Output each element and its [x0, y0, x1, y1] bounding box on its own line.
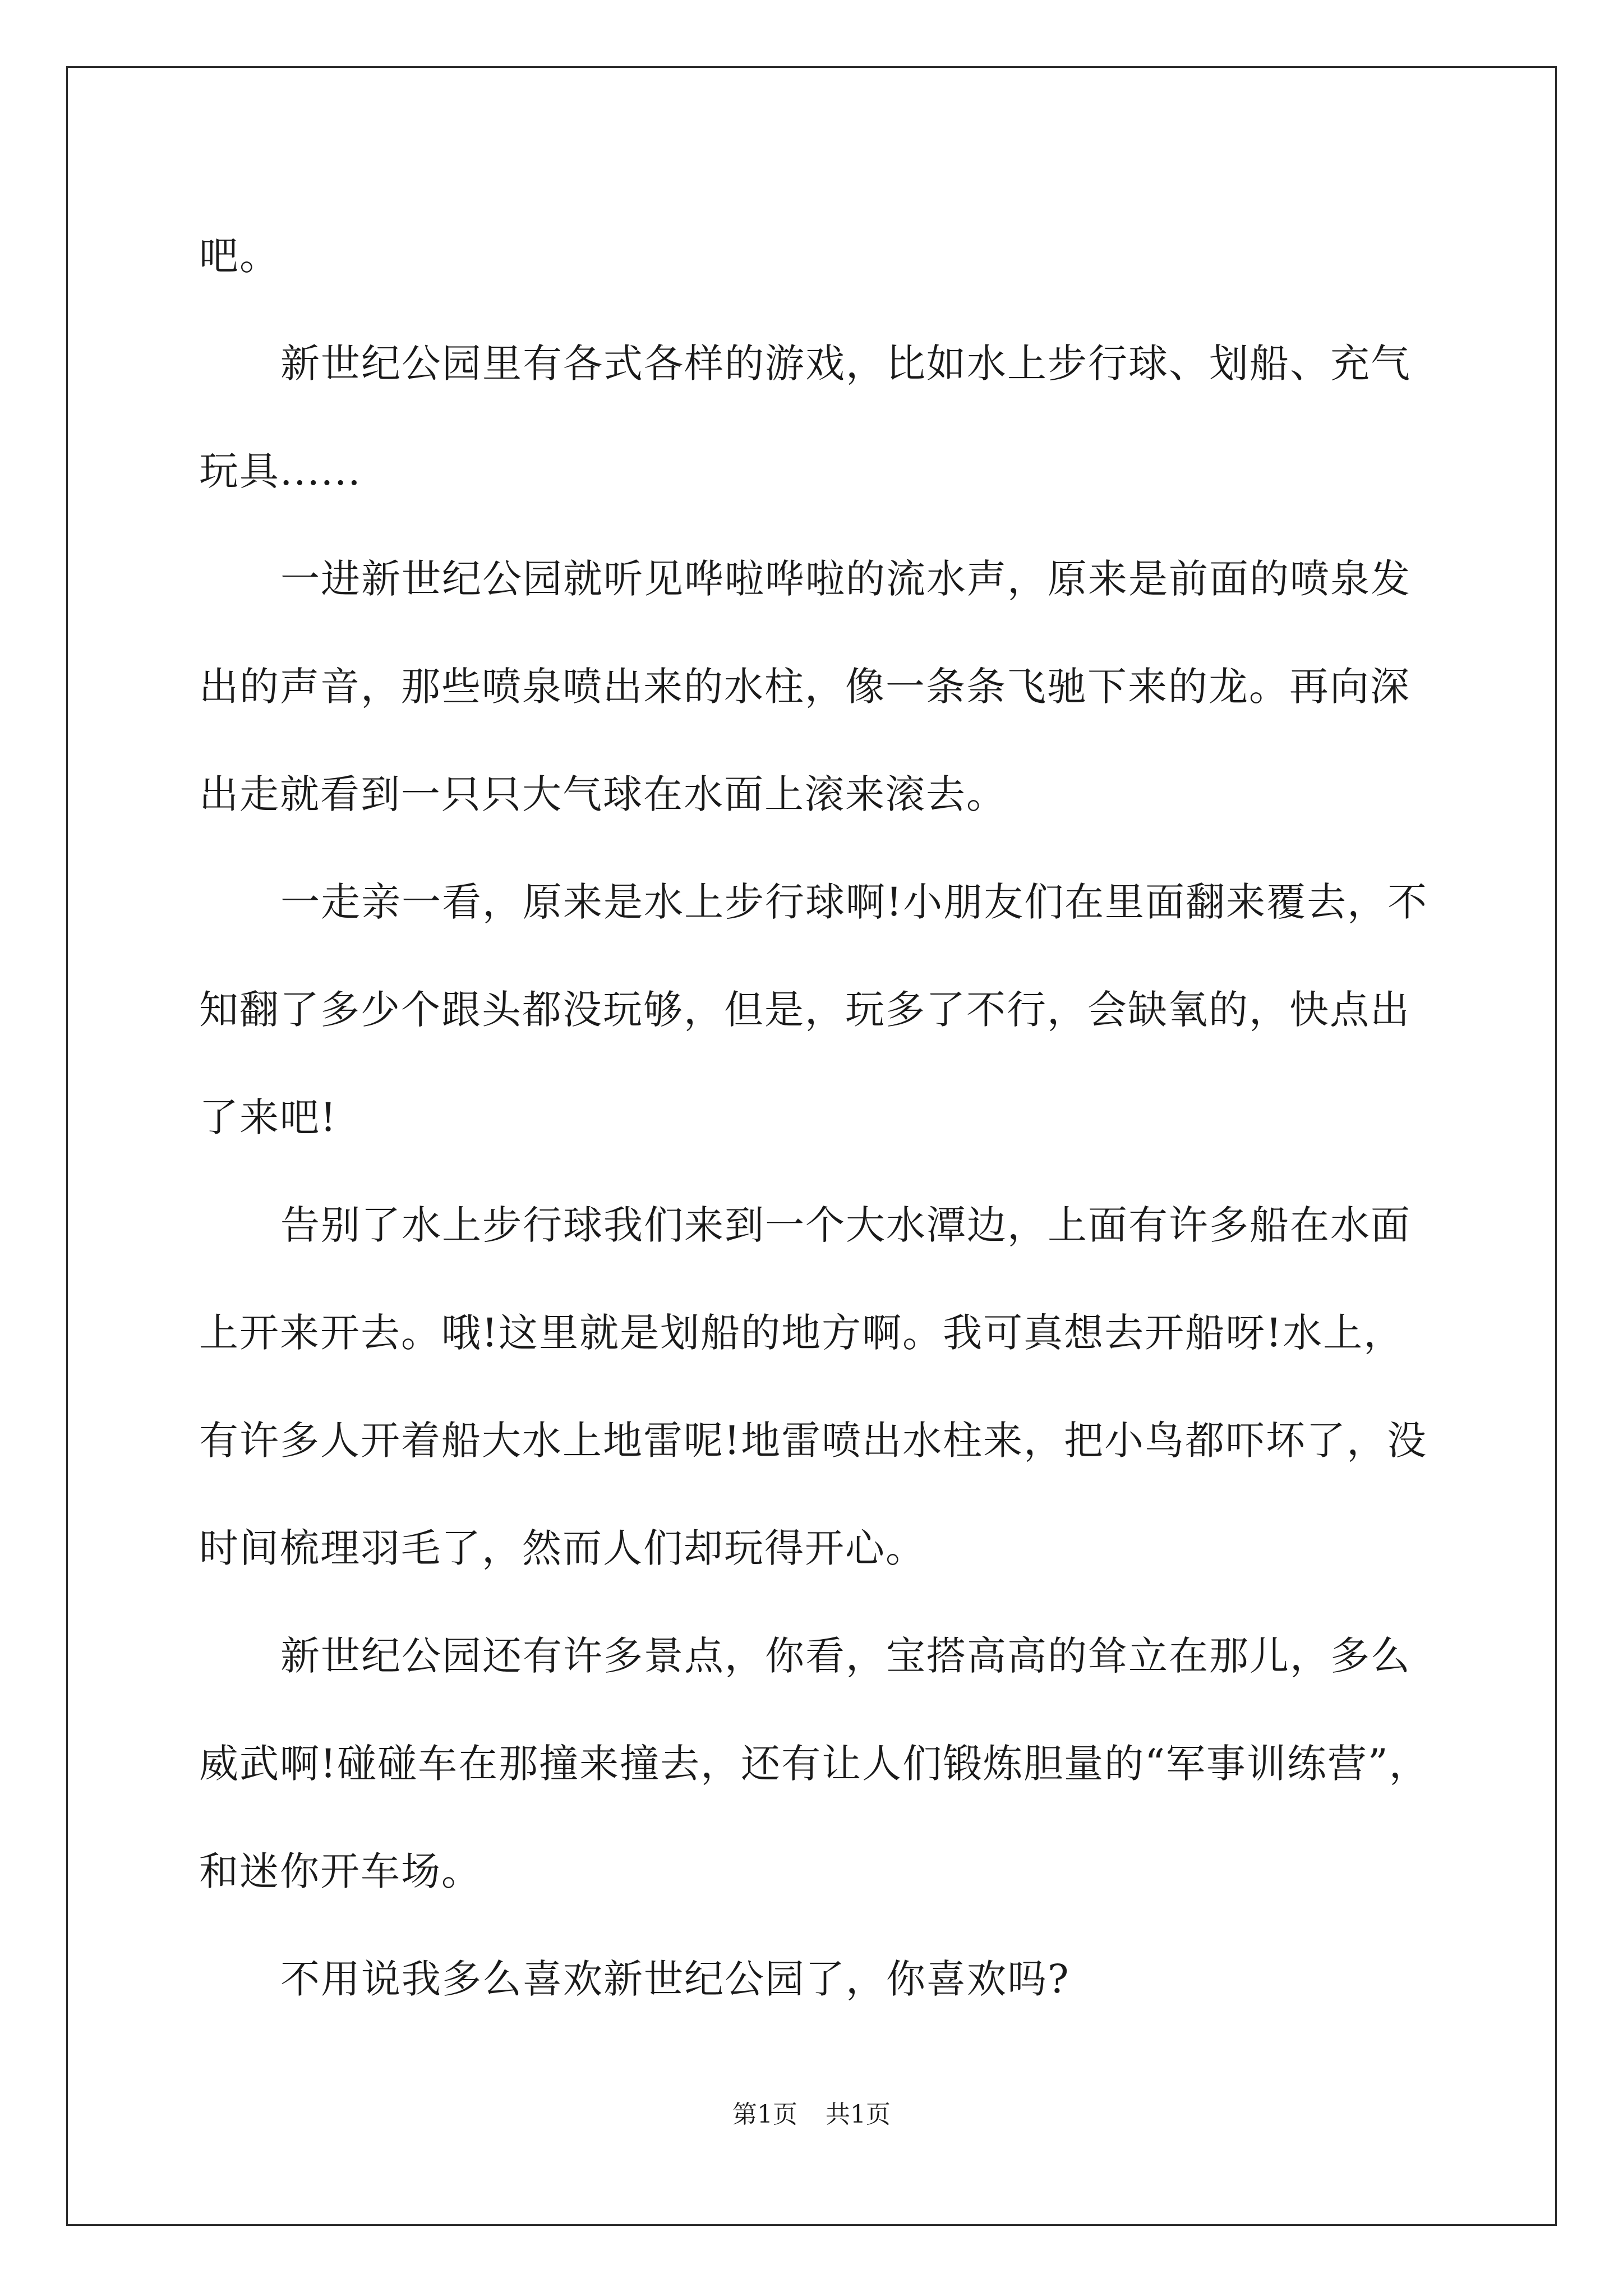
text-line: 时间梳理羽毛了，然而人们却玩得开心。 [199, 1525, 926, 1571]
text-line: 出走就看到一只只大气球在水面上滚来滚去。 [199, 771, 1007, 817]
text-line: 了来吧! [199, 1094, 338, 1140]
paragraph-start-line: 一走亲一看，原来是水上步行球啊!小朋友们在里面翻来覆去，不 [280, 879, 1428, 925]
paragraph-start-line: 新世纪公园还有许多景点，你看，宝搭高高的耸立在那儿，多么 [280, 1633, 1411, 1679]
paragraph-start-line: 新世纪公园里有各式各样的游戏，比如水上步行球、划船、充气 [280, 341, 1411, 386]
paragraph-start-line: 不用说我多么喜欢新世纪公园了，你喜欢吗? [280, 1956, 1070, 2002]
text-line: 有许多人开着船大水上地雷呢!地雷喷出水柱来，把小鸟都吓坏了，没 [199, 1418, 1428, 1464]
page-footer [0, 2098, 1623, 2132]
paragraph-start-line: 告别了水上步行球我们来到一个大水潭边，上面有许多船在水面 [280, 1202, 1411, 1248]
text-line: 吧。 [199, 233, 280, 279]
text-line: 上开来开去。哦!这里就是划船的地方啊。我可真想去开船呀!水上， [199, 1310, 1404, 1356]
paragraph-start-line: 一进新世纪公园就听见哗啦哗啦的流水声，原来是前面的喷泉发 [280, 556, 1411, 602]
text-line: 知翻了多少个跟头都没玩够，但是，玩多了不行，会缺氧的，快点出 [199, 987, 1410, 1033]
document-body [199, 202, 1430, 2033]
page-total: 共1页 [826, 2100, 891, 2129]
text-line: 出的声音，那些喷泉喷出来的水柱，像一条条飞驰下来的龙。再向深 [199, 664, 1410, 710]
page-number: 第1页 [732, 2100, 797, 2129]
text-line: 玩具...... [199, 448, 362, 494]
text-line: 威武啊!碰碰车在那撞来撞去，还有让人们锻炼胆量的“军事训练营”， [199, 1741, 1430, 1787]
text-line: 和迷你开车场。 [199, 1848, 482, 1894]
